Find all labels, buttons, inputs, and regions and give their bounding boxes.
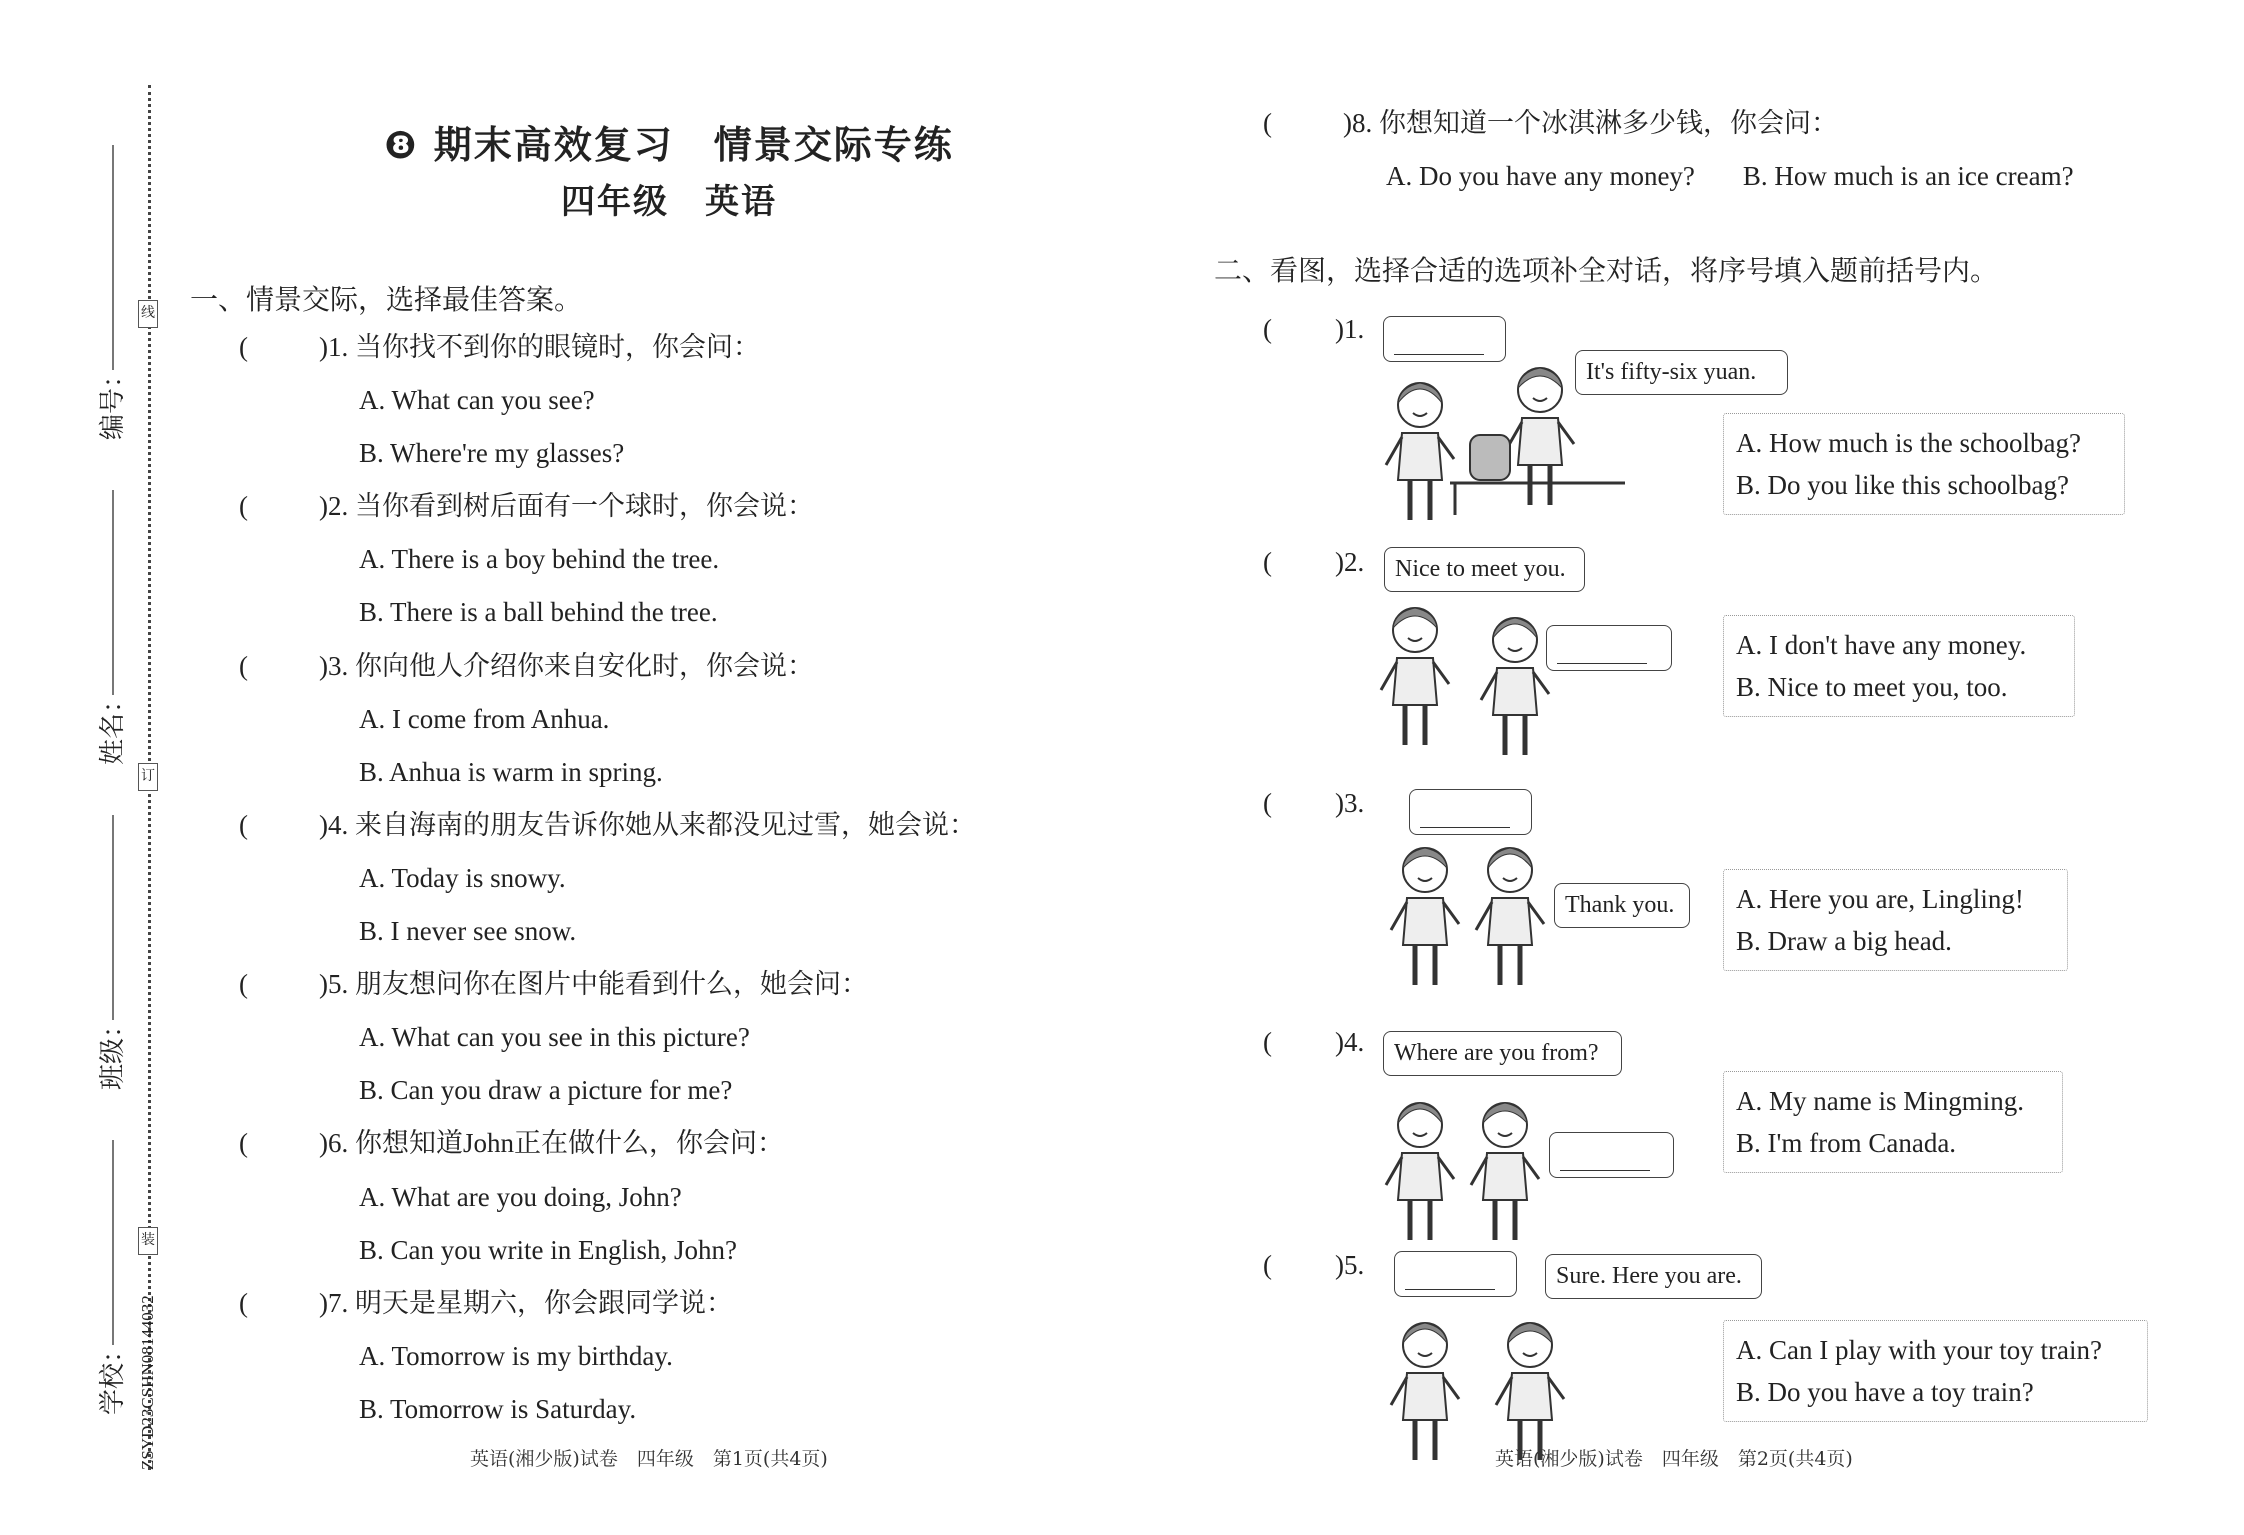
question-number: )1.: [1335, 314, 1365, 344]
options-box: [1723, 1320, 2148, 1422]
option-a: A. My name is Mingming.: [1736, 1086, 2024, 1116]
question-number: )3.: [1335, 788, 1365, 818]
answer-paren[interactable]: (: [239, 332, 248, 362]
option-a: A. Can I play with your toy train?: [1736, 1335, 2102, 1365]
class-label: 班级：: [98, 1011, 128, 1090]
blank-line: [1394, 324, 1484, 355]
speech-bubble: It's fifty-six yuan.: [1575, 350, 1788, 395]
blank-line: [1560, 1140, 1650, 1171]
options-box: [1723, 615, 2075, 717]
answer-paren[interactable]: (: [1263, 1250, 1272, 1280]
name-line: [112, 490, 114, 695]
cut-tag-staple: 装: [138, 1227, 158, 1255]
question-item: [239, 480, 976, 639]
option-b: B. Do you have a toy train?: [1736, 1377, 2034, 1407]
option-b: B. Nice to meet you, too.: [1736, 672, 2008, 702]
speech-bubble: Where are you from?: [1383, 1031, 1622, 1076]
option-b: B. I'm from Canada.: [1736, 1128, 1957, 1158]
question-item: [239, 640, 976, 799]
class-line: [112, 815, 114, 1020]
option-a: A. I come from Anhua.: [359, 703, 610, 734]
question-stem: )4. 来自海南的朋友告诉你她从来都没见过雪，她会说：: [319, 809, 976, 840]
question-8: [1263, 97, 2074, 203]
answer-paren[interactable]: (: [239, 491, 248, 522]
option-a: A. Today is snowy.: [359, 862, 566, 893]
option-b: B. How much is an ice cream?: [1742, 161, 2074, 192]
question-number: )4.: [1335, 1027, 1365, 1057]
option-a: A. Here you are, Lingling!: [1736, 884, 2024, 914]
question-stem: )6. 你想知道John正在做什么，你会问：: [319, 1128, 784, 1159]
answer-paren[interactable]: (: [1263, 108, 1272, 138]
school-line: [112, 1140, 114, 1345]
schoolbag-on-table-icon: [1440, 425, 1630, 515]
option-b: B. There is a ball behind the tree.: [359, 597, 718, 628]
part1-heading: 一、情景交际，选择最佳答案。: [190, 283, 583, 316]
footer-left: 英语(湘少版)试卷 四年级 第1页(共4页): [470, 1448, 828, 1470]
option-a: A. What can you see?: [359, 385, 595, 416]
number-label: 编号：: [98, 361, 128, 440]
option-b: B. I never see snow.: [359, 916, 577, 947]
child-illustration-icon: [1465, 1095, 1545, 1245]
question-item: [239, 321, 976, 480]
question-stem: )7. 明天是星期六，你会跟同学说：: [319, 1287, 733, 1318]
speech-bubble: Thank you.: [1554, 883, 1690, 928]
question-number: )5.: [1335, 1250, 1365, 1280]
options-box: [1723, 869, 2068, 971]
option-a: A. Tomorrow is my birthday.: [359, 1340, 673, 1371]
blank-line: [1557, 633, 1647, 664]
school-label: 学校：: [98, 1336, 128, 1415]
option-b: B. Do you like this schoolbag?: [1736, 470, 2069, 500]
options-box: [1723, 1071, 2063, 1173]
cut-tag-line: 线: [138, 300, 158, 328]
speech-bubble-blank[interactable]: [1383, 316, 1506, 362]
child-illustration-icon: [1385, 1315, 1465, 1465]
child-illustration-icon: [1385, 840, 1465, 990]
question-stem: )1. 当你找不到你的眼镜时，你会问：: [319, 332, 760, 362]
answer-paren[interactable]: (: [239, 1287, 248, 1318]
option-b: B. Anhua is warm in spring.: [359, 756, 663, 787]
name-label: 姓名：: [98, 686, 128, 765]
speech-bubble-blank[interactable]: [1549, 1132, 1674, 1178]
answer-paren[interactable]: (: [239, 969, 248, 1000]
speech-bubble-blank[interactable]: [1546, 625, 1672, 671]
option-b: B. Where're my glasses?: [359, 438, 625, 469]
option-a: A. There is a boy behind the tree.: [359, 544, 720, 575]
question-item: [239, 1117, 976, 1276]
question-item: [239, 1277, 976, 1436]
part1-question-list: [239, 321, 976, 1436]
child-illustration-icon: [1470, 840, 1550, 990]
option-b: B. Can you draw a picture for me?: [359, 1075, 733, 1106]
child-illustration-icon: [1490, 1315, 1570, 1465]
question-number: )2.: [1335, 547, 1365, 577]
child-illustration-icon: [1475, 610, 1555, 760]
answer-paren[interactable]: (: [1263, 547, 1272, 577]
footer-right: 英语(湘少版)试卷 四年级 第2页(共4页): [1495, 1448, 1853, 1470]
blank-line: [1405, 1259, 1495, 1290]
question-item: [239, 958, 976, 1117]
question-stem: )5. 朋友想问你在图片中能看到什么，她会问：: [319, 969, 868, 1000]
option-a: A. I don't have any money.: [1736, 630, 2027, 660]
option-b: B. Tomorrow is Saturday.: [359, 1393, 637, 1424]
child-illustration-icon: [1380, 1095, 1460, 1245]
speech-bubble: Sure. Here you are.: [1545, 1254, 1762, 1299]
page-title: ❽ 期末高效复习 情景交际专练: [384, 123, 954, 167]
answer-paren[interactable]: (: [1263, 1027, 1272, 1057]
answer-paren[interactable]: (: [1263, 314, 1272, 344]
page-subtitle: 四年级 英语: [561, 182, 777, 222]
option-a: A. Do you have any money?: [1386, 161, 1695, 192]
question-stem: )8. 你想知道一个冰淇淋多少钱，你会问：: [1343, 108, 1838, 138]
question-stem: )3. 你向他人介绍你来自安化时，你会说：: [319, 650, 814, 681]
question-item: [239, 799, 976, 958]
option-a: A. What are you doing, John?: [359, 1181, 682, 1212]
question-stem: )2. 当你看到树后面有一个球时，你会说：: [319, 491, 814, 522]
speech-bubble-blank[interactable]: [1394, 1251, 1517, 1297]
blank-line: [1420, 797, 1510, 828]
option-a: A. What can you see in this picture?: [359, 1022, 750, 1053]
speech-bubble-blank[interactable]: [1409, 789, 1532, 835]
option-b: B. Draw a big head.: [1736, 926, 1952, 956]
answer-paren[interactable]: (: [1263, 788, 1272, 818]
paper-code: ZSYD23CSHN08144032: [138, 1295, 157, 1470]
answer-paren[interactable]: (: [239, 809, 248, 840]
option-b: B. Can you write in English, John?: [359, 1234, 737, 1265]
speech-bubble: Nice to meet you.: [1384, 547, 1585, 592]
option-a: A. How much is the schoolbag?: [1736, 428, 2081, 458]
cut-tag-bind: 订: [138, 763, 158, 791]
child-illustration-icon: [1375, 600, 1455, 750]
answer-paren[interactable]: (: [239, 1128, 248, 1159]
answer-paren[interactable]: (: [239, 650, 248, 681]
part2-heading: 二、看图，选择合适的选项补全对话，将序号填入题前括号内。: [1214, 254, 1999, 287]
options-box: [1723, 413, 2125, 515]
